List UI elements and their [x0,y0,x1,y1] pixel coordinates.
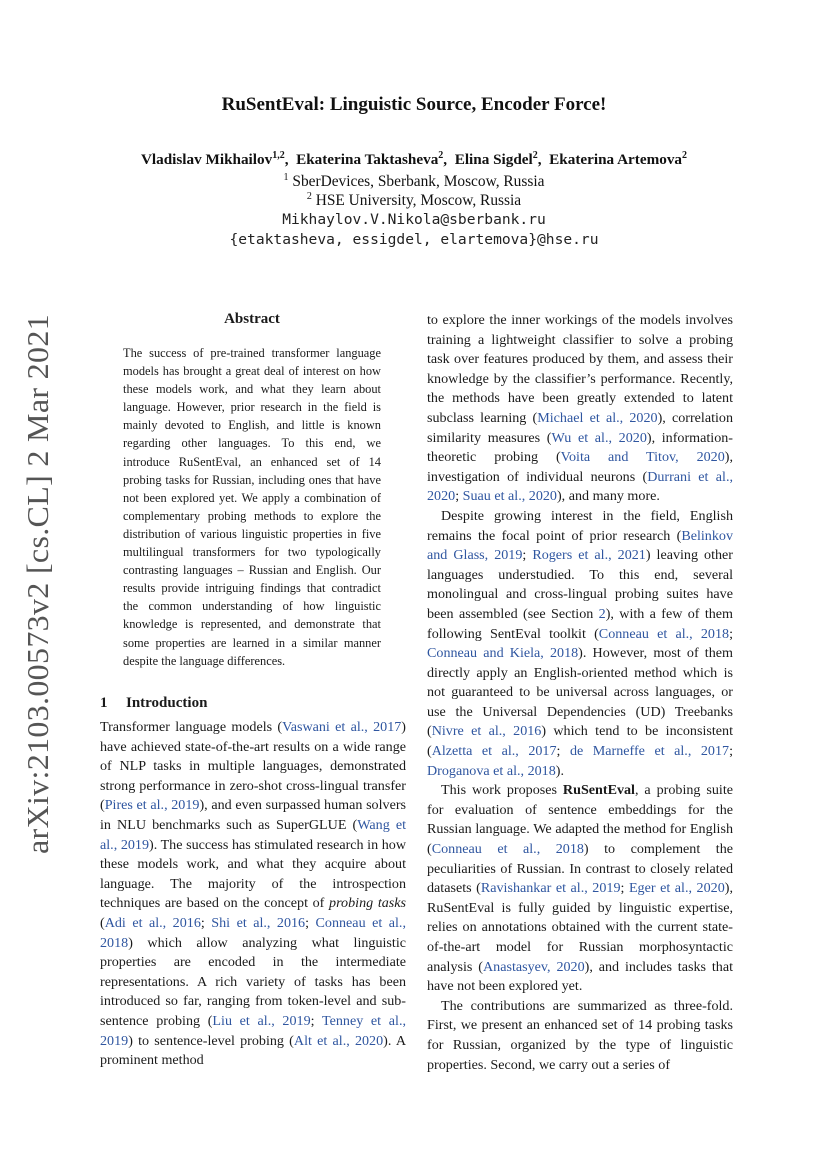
text-run: ; [620,880,629,897]
text-run: ; [729,743,733,760]
author-list: Vladislav Mikhailov$^{1,2}$, Ekaterina Taktasheva$^2$, Elina Sigdel$^2$, Ekaterina Artemova$^2$ [140,150,688,169]
citation-link[interactable]: Droganova et al., 2018 [427,762,556,779]
citation-link[interactable]: de Marneffe et al., 2017 [569,743,730,760]
citation-link[interactable]: Conneau et al., 2018 [100,914,406,951]
citation-link[interactable]: Suau et al., 2020 [462,488,557,505]
section-heading-introduction [100,695,207,712]
text-run: ), and even surpassed human solvers in NLU benchmarks such as SuperGLUE ( [100,797,407,833]
text-run: ; [200,914,212,931]
intro-paragraph-4 [427,781,733,997]
affiliation-text: SberDevices, Sberbank, Moscow, Russia [292,173,545,191]
text-run: ( [100,914,105,931]
text-run: This work proposes [441,782,563,799]
text-run: ). A prominent method [100,1032,406,1069]
author-name: Ekaterina Taktasheva [296,151,439,169]
right-column-body [427,311,733,1075]
citation-link[interactable]: Alt et al., 2020 [293,1032,384,1049]
author-name: Elina Sigdel [454,151,533,169]
text-run: ) have achieved state-of-the-art results on a wide range of NLP tasks in multiple languages, demonstrated strong performance in zero-shot cross-lingual transfer ( [100,719,406,814]
text-run: ; [455,488,463,505]
citation-link[interactable]: Durrani et al., 2020 [427,468,733,505]
citation-link[interactable]: Vaswani et al., 2017 [282,719,402,735]
affiliation-2 [0,191,828,210]
abstract-body: The success of pre-trained transformer language models has brought a great deal of interest on how these models work, and what they learn about language. However, prior research in the field is mainly devoted to English, and little is known regarding other languages. To this end, we introduce RuSentEval, an enhanced set of 14 probing tasks for Russian, including ones that have not been explored yet. We apply a combination of complementary probing methods to explore the distribution of various linguistic properties in five multilingual transformers for two typologically contrasting languages – Russian and English. Our results provide intriguing findings that contradict the common understanding of how linguistic knowledge is represented, and demonstrate that some properties are learned in a similar manner despite the language differences. [123,346,381,668]
emphasis-name: RuSentEval [562,782,635,799]
text-run: ; [310,1012,322,1029]
section-ref-link[interactable]: 2 [598,605,606,622]
arxiv-identifier-stamp [12,300,58,860]
citation-link[interactable]: Pires et al., 2019 [104,797,200,814]
citation-link[interactable]: Ravishankar et al., 2019 [480,880,621,897]
citation-link[interactable]: Conneau et al., 2018 [598,625,730,642]
text-run: ; [522,547,533,564]
text-run: ), and includes tasks that have not been explored yet. [427,958,734,995]
email-hse: {etaktasheva, essigdel, elartemova}@hse.ru [229,231,599,248]
author-name: Ekaterina Artemova [549,151,683,169]
citation-link[interactable]: Conneau et al., 2018 [431,841,584,858]
citation-link[interactable]: Alzetta et al., 2017 [431,743,557,760]
affiliation-1 [0,172,828,191]
affiliation-mark: 1 [283,172,289,183]
text-run: ), investigation of individual neurons ( [427,449,733,485]
text-run: ; [729,625,733,642]
affiliation-text: HSE University, Moscow, Russia [315,192,522,210]
citation-link[interactable]: Eger et al., 2020 [628,880,725,897]
left-column-body [100,718,406,1071]
citation-link[interactable]: Tenney et al., 2019 [100,1012,406,1049]
citation-link[interactable]: Belinkov and Glass, 2019 [427,527,733,564]
text-run: to explore the inner workings of the models involves training a lightweight classifier to solve a probing task over features produced by them, and assess their knowledge by the classifier’s performance. Recently, the methods have been greatly extended to latent subclass learning ( [427,312,733,426]
text-run: , a probing suite for evaluation of sentence embeddings for the Russian language. We adapted the method for English ( [427,782,734,858]
text-run: ), with a few of them following SentEval toolkit ( [427,605,733,642]
text-run: ) which allow analyzing what linguistic properties are encoded in the intermediate representations. A rich variety of tasks has been introduced so far, ranging from token-level and sub-sentence probing ( [100,934,406,1029]
abstract-heading: Abstract [224,311,280,327]
citation-link[interactable]: Voita and Titov, 2020 [560,449,725,466]
text-run: ; [305,914,316,931]
author-affil-mark: 2 [682,150,688,161]
text-run: ), correlation similarity measures ( [427,409,734,446]
text-run: ) to complement the peculiarities of Russian. In contrast to closely related datasets ( [427,841,733,897]
text-run: Despite growing interest in the field, English remains the focal point of prior research ( [427,507,733,544]
text-run: ), and many more. [556,488,660,505]
email-sberbank: Mikhaylov.V.Nikola@sberbank.ru [282,211,546,228]
intro-paragraph-1 [100,718,406,1071]
text-run: ). [555,762,564,779]
citation-link[interactable]: Rogers et al., 2021 [532,547,646,564]
text-run: ; [556,743,570,760]
citation-link[interactable]: Conneau and Kiela, 2018 [427,645,579,662]
citation-link[interactable]: Wu et al., 2020 [551,429,647,446]
paper-title: RuSentEval: Linguistic Source, Encoder Force! [221,94,607,115]
citation-link[interactable]: Wang et al., 2019 [100,816,407,853]
text-run: ) which tend to be inconsistent ( [427,723,733,760]
text-run: ). However, most of them directly apply an English-oriented method which is not guaranteed to be universal across languages, or use the Universal Dependencies (UD) Treebanks ( [427,645,733,740]
citation-link[interactable]: Shi et al., 2016 [211,914,306,931]
text-run: ), RuSentEval is fully guided by linguistic expertise, relies on annotations obtained with the current state-of-the-art model for Russian morphosyntactic analysis ( [427,880,733,975]
intro-paragraph-2 [427,311,733,507]
citation-link[interactable]: Adi et al., 2016 [104,914,201,931]
section-title: Introduction [126,695,208,711]
text-run: ), information-theoretic probing ( [427,429,733,466]
citation-link[interactable]: Nivre et al., 2016 [431,723,542,740]
citation-link[interactable]: Michael et al., 2020 [537,409,658,426]
arxiv-id-text: arXiv:2103.00573v2 [cs.CL] 2 Mar 2021 [20,331,55,854]
section-number: 1 [100,695,108,711]
author-name: Vladislav Mikhailov [140,151,273,169]
citation-link[interactable]: Anastasyev, 2020 [482,958,585,975]
author-affil-mark: 2 [532,150,538,161]
text-run: ) leaving other languages understudied. To this end, several monolingual and cross-lingual probing suites have been assembled (see Section [427,547,733,622]
intro-paragraph-5 [427,997,733,1075]
text-run: ). The success has stimulated research in how these models work, and what they acquire about language. The majority of the introspection techniques are based on the concept of [100,836,407,912]
author-affil-mark: 2 [438,150,444,161]
intro-paragraph-3 [427,507,733,781]
text-run: The contributions are summarized as three-fold. First, we present an enhanced set of 14 probing tasks for Russian, organized by the type of linguistic properties. Second, we carry out a series of [427,997,733,1073]
affiliation-mark: 2 [306,191,312,202]
emphasis-term: probing tasks [329,895,407,912]
text-run: ) to sentence-level probing ( [128,1032,294,1049]
citation-link[interactable]: Liu et al., 2019 [212,1012,311,1029]
author-affil-mark: 1,2 [272,150,285,161]
text-run: Transformer language models ( [100,719,283,735]
